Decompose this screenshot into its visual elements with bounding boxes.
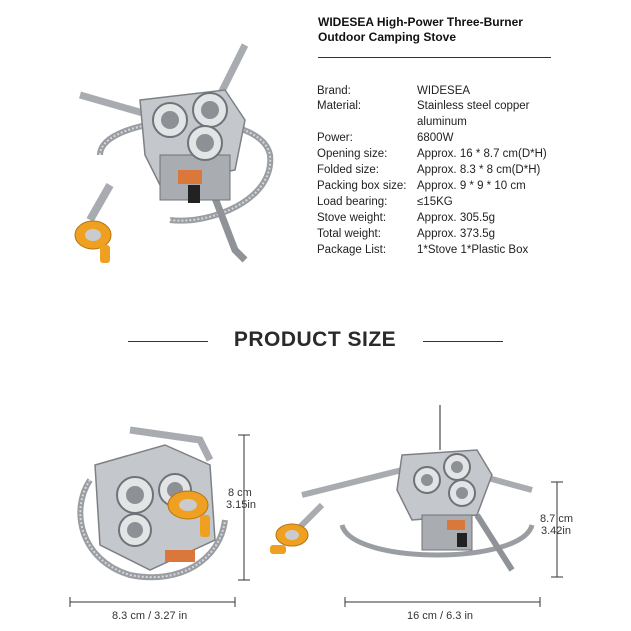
spec-value: ≤15KG: [417, 196, 453, 208]
spec-label: Packing box size:: [317, 180, 407, 192]
stove-open-top-image: [60, 35, 290, 270]
product-title: [318, 15, 598, 45]
folded-height-in: 3.15in: [226, 499, 256, 511]
section-divider-left: [128, 341, 208, 342]
folded-height-cm: 8 cm: [228, 487, 252, 499]
spec-label: Folded size:: [317, 164, 380, 176]
open-height-cm: 8.7 cm: [540, 513, 574, 525]
spec-value: Stainless steel copper: [417, 100, 530, 112]
product-title-line2: Outdoor Camping Stove: [318, 30, 456, 44]
open-height-in: 3.42in: [541, 525, 571, 537]
spec-value: Approx. 16 * 8.7 cm(D*H): [417, 148, 547, 160]
spec-value: WIDESEA: [417, 85, 471, 97]
spec-value: 6800W: [417, 132, 454, 144]
spec-label: Stove weight:: [317, 212, 387, 224]
stove-open-side-image: [262, 405, 552, 585]
spec-label: Load bearing:: [317, 196, 388, 208]
title-divider: [318, 57, 551, 58]
spec-label: Material:: [317, 100, 362, 112]
spec-label: Total weight:: [317, 228, 381, 240]
product-title-line1: WIDESEA High-Power Three-Burner: [318, 15, 523, 29]
spec-value: Approx. 305.5g: [417, 212, 496, 224]
folded-width-label: 8.3 cm / 3.27 in: [112, 610, 188, 622]
spec-label: Power:: [317, 132, 353, 144]
open-width-label: 16 cm / 6.3 in: [407, 610, 474, 622]
spec-label: Opening size:: [317, 148, 388, 160]
spec-value: 1*Stove 1*Plastic Box: [417, 244, 529, 256]
spec-value: Approx. 8.3 * 8 cm(D*H): [417, 164, 541, 176]
stove-folded-image: [70, 420, 235, 590]
spec-value: Approx. 373.5g: [417, 228, 496, 240]
section-divider-right: [423, 341, 503, 342]
section-title: PRODUCT SIZE: [233, 328, 397, 351]
spec-value-continued: aluminum: [417, 116, 467, 128]
open-width-bracket: [345, 597, 540, 607]
spec-label: Brand:: [317, 85, 351, 97]
spec-value: Approx. 9 * 9 * 10 cm: [417, 180, 526, 192]
spec-label: Package List:: [317, 244, 387, 256]
folded-width-bracket: [70, 597, 235, 607]
